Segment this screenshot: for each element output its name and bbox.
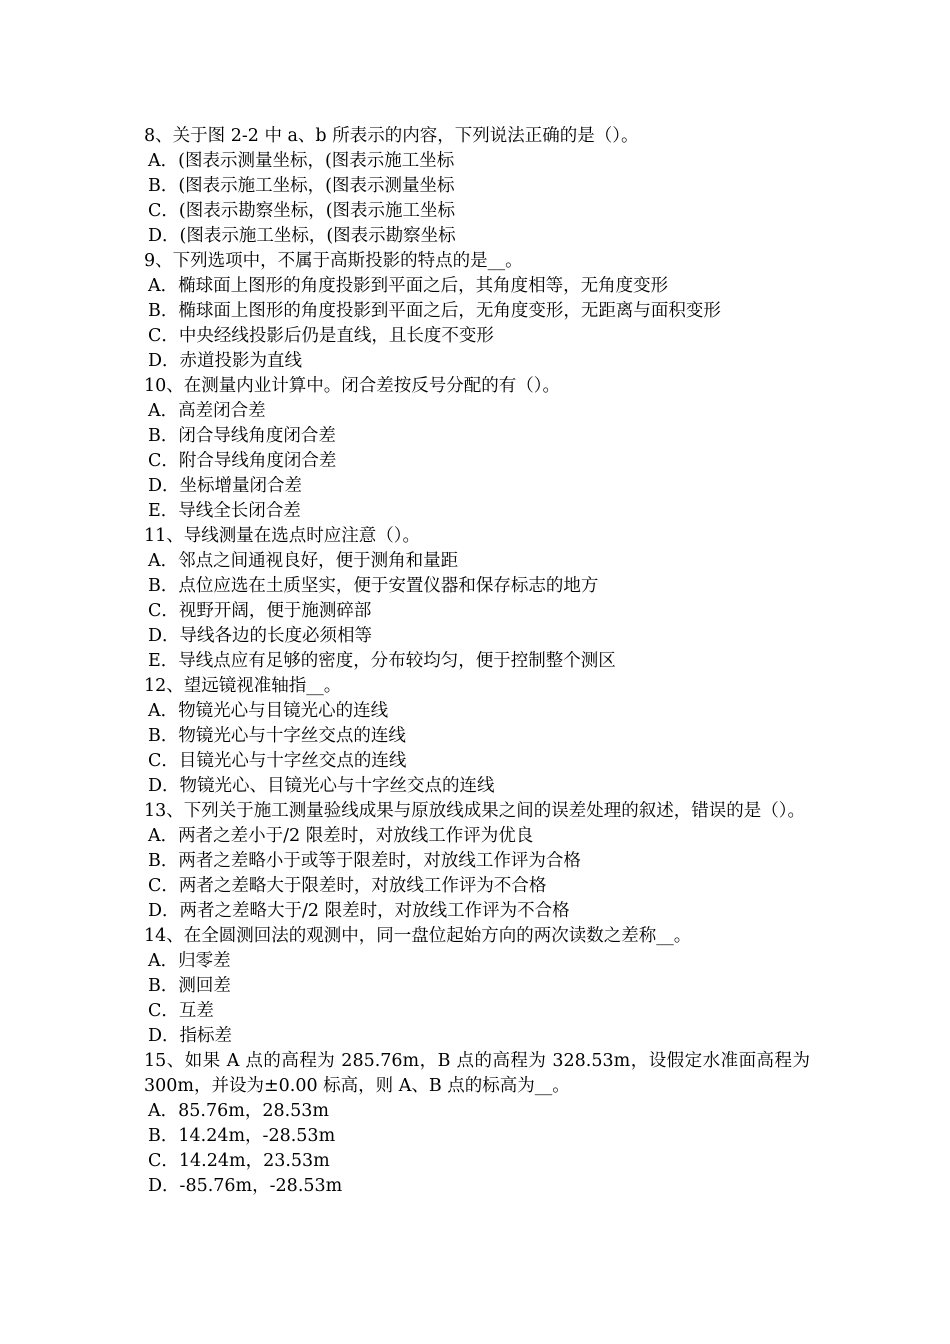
answer-option: D．导线各边的长度必须相等 xyxy=(148,626,373,646)
answer-option: D．(图表示施工坐标，(图表示勘察坐标 xyxy=(148,226,456,246)
answer-option: B．测回差 xyxy=(148,976,231,996)
answer-option: C．(图表示勘察坐标，(图表示施工坐标 xyxy=(148,201,456,221)
answer-option: B．闭合导线角度闭合差 xyxy=(148,426,336,446)
question-stem: 8、关于图 2-2 中 a、b 所表示的内容，下列说法正确的是（）。 xyxy=(144,126,639,146)
document-body xyxy=(144,124,810,1199)
answer-option: A．椭球面上图形的角度投影到平面之后，其角度相等，无角度变形 xyxy=(148,276,669,296)
answer-option: B．椭球面上图形的角度投影到平面之后，无角度变形，无距离与面积变形 xyxy=(148,301,721,321)
answer-option: D．物镜光心、目镜光心与十字丝交点的连线 xyxy=(148,776,495,796)
question-stem: 12、望远镜视准轴指__。 xyxy=(144,676,342,696)
question-stem: 13、下列关于施工测量验线成果与原放线成果之间的误差处理的叙述，错误的是（）。 xyxy=(144,801,806,821)
answer-option: E．导线全长闭合差 xyxy=(148,501,301,521)
answer-option: C．互差 xyxy=(148,1001,214,1021)
answer-option: D．赤道投影为直线 xyxy=(148,351,303,371)
question-stem: 14、在全圆测回法的观测中，同一盘位起始方向的两次读数之差称__。 xyxy=(144,926,692,946)
answer-option: A．归零差 xyxy=(148,951,231,971)
answer-option: E．导线点应有足够的密度，分布较均匀，便于控制整个测区 xyxy=(148,651,616,671)
answer-option: A．高差闭合差 xyxy=(148,401,266,421)
answer-option: B．点位应选在土质坚实，便于安置仪器和保存标志的地方 xyxy=(148,576,599,596)
answer-option: B．(图表示施工坐标，(图表示测量坐标 xyxy=(148,176,455,196)
answer-option: C．14.24m，23.53m xyxy=(148,1151,330,1171)
answer-option: A．两者之差小于/2 限差时，对放线工作评为优良 xyxy=(148,826,534,846)
answer-option: C．中央经线投影后仍是直线，且长度不变形 xyxy=(148,326,494,346)
question-stem: 9、下列选项中，不属于高斯投影的特点的是__。 xyxy=(144,251,523,271)
answer-option: C．两者之差略大于限差时，对放线工作评为不合格 xyxy=(148,876,547,896)
question-stem: 10、在测量内业计算中。闭合差按反号分配的有（）。 xyxy=(144,376,561,396)
answer-option: B．物镜光心与十字丝交点的连线 xyxy=(148,726,406,746)
question-stem: 15、如果 A 点的高程为 285.76m，B 点的高程为 328.53m，设假定水准面高程为 300m，并设为±0.00 标高，则 A、B 点的标高为__。 xyxy=(144,1051,810,1096)
answer-option: C．附合导线角度闭合差 xyxy=(148,451,337,471)
answer-option: D．指标差 xyxy=(148,1026,233,1046)
answer-option: A．邻点之间通视良好，便于测角和量距 xyxy=(148,551,459,571)
answer-option: A．物镜光心与目镜光心的连线 xyxy=(148,701,389,721)
answer-option: A．85.76m，28.53m xyxy=(148,1101,330,1121)
answer-option: C．目镜光心与十字丝交点的连线 xyxy=(148,751,407,771)
answer-option: B．两者之差略小于或等于限差时，对放线工作评为合格 xyxy=(148,851,581,871)
answer-option: C．视野开阔，便于施测碎部 xyxy=(148,601,372,621)
answer-option: A．(图表示测量坐标，(图表示施工坐标 xyxy=(148,151,455,171)
question-stem: 11、导线测量在选点时应注意（）。 xyxy=(144,526,421,546)
answer-option: D．两者之差略大于/2 限差时，对放线工作评为不合格 xyxy=(148,901,570,921)
answer-option: D．坐标增量闭合差 xyxy=(148,476,303,496)
answer-option: D．-85.76m，-28.53m xyxy=(148,1176,343,1196)
answer-option: B．14.24m，-28.53m xyxy=(148,1126,336,1146)
